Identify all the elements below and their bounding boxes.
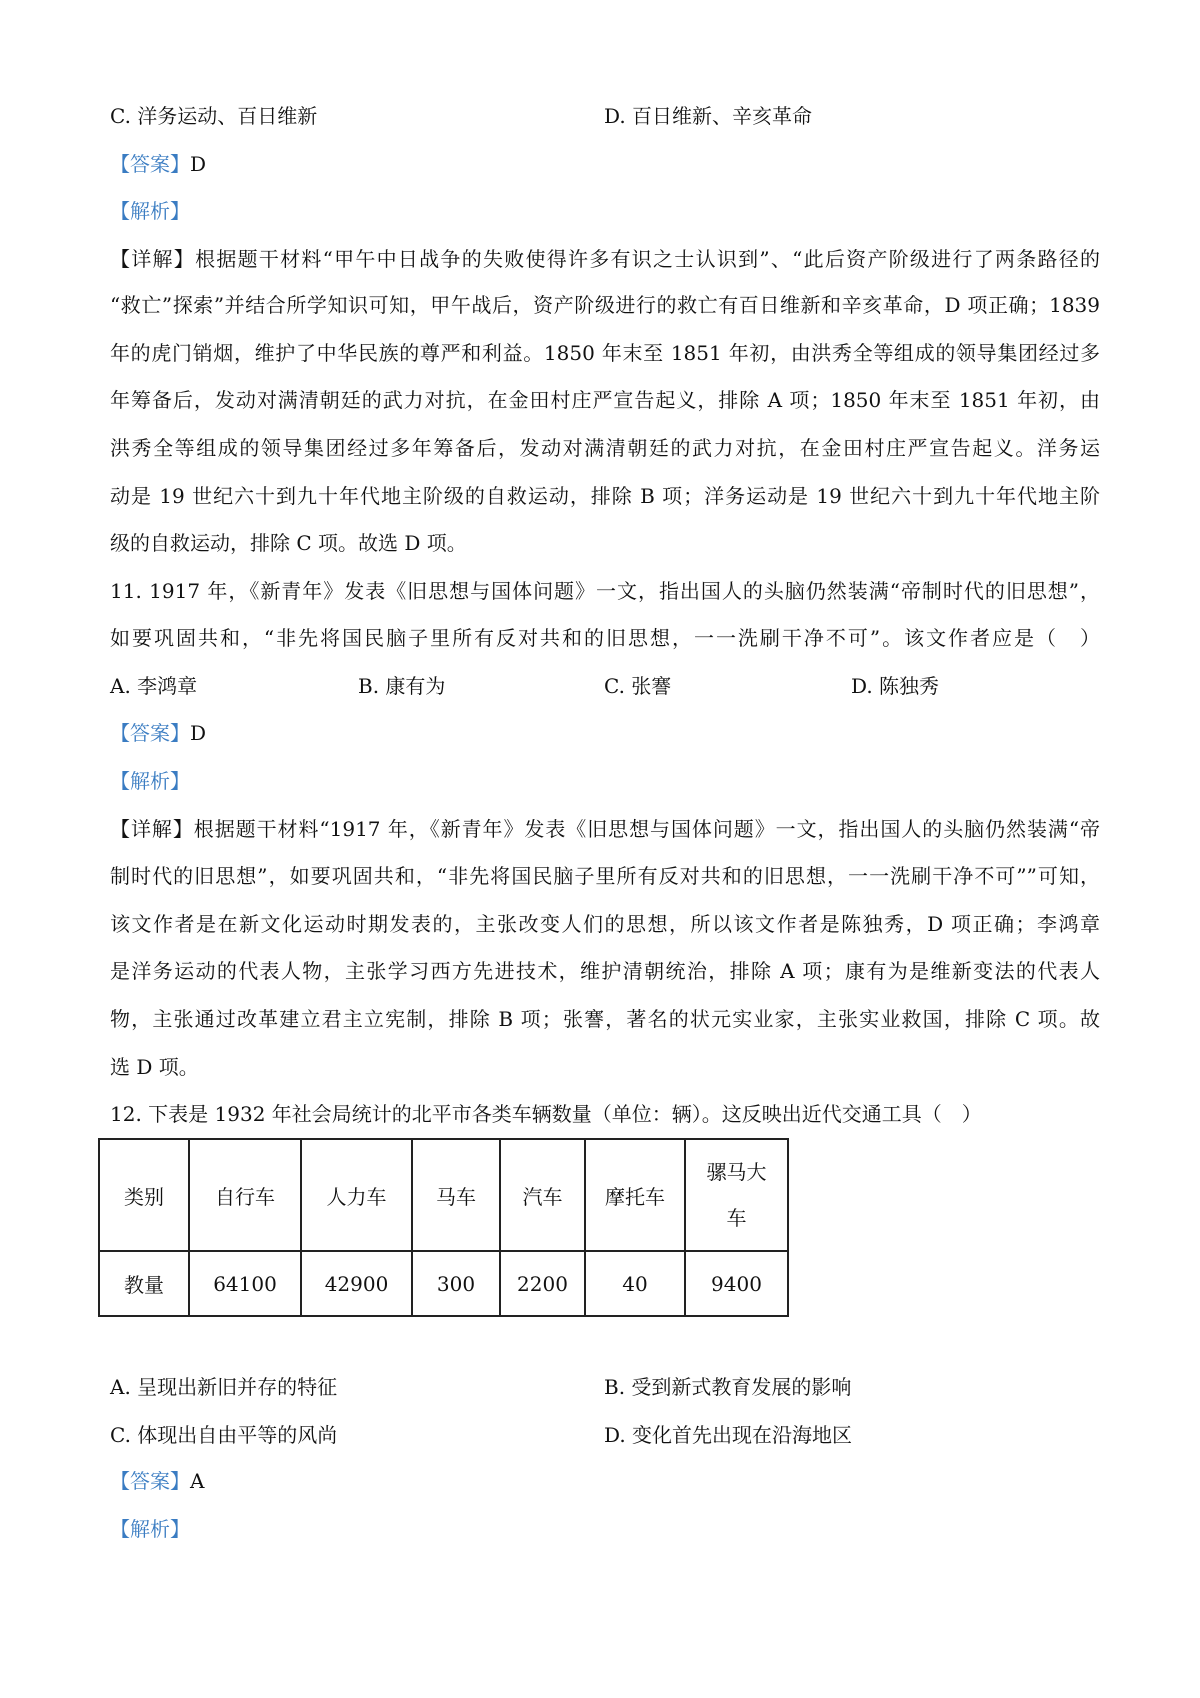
q11-option-b: B. 康有为 [358, 674, 446, 698]
table-cell: 人力车 [301, 1139, 412, 1251]
q11-option-c: C. 张謇 [604, 674, 672, 698]
table-cell: 类别 [99, 1139, 189, 1251]
q10-detail-line: 年筹备后，发动对满清朝廷的武力对抗，在金田村庄严宣告起义，排除 A 项；1850 年末至 1851 年初，由 [110, 388, 1100, 412]
table-cell: 300 [412, 1251, 500, 1316]
q12-analysis-label: 【解析】 [110, 1517, 190, 1541]
q11-detail-line: 制时代的旧思想”，如要巩固共和，“非先将国民脑子里所有反对共和的旧思想，一一洗刷干净不可””可知， [110, 864, 1100, 888]
q12-answer [110, 1466, 1100, 1496]
q11-stem-line: 11. 1917 年，《新青年》发表《旧思想与国体问题》一文，指出国人的头脑仍然装满“帝制时代的旧思想”， [110, 579, 1100, 603]
detail-text: 根据题干材料“甲午中日战争的失败使得许多有识之士认识到”、“此后资产阶级进行了两条路径的 [195, 247, 1101, 271]
q12-stem: 12. 下表是 1932 年社会局统计的北平市各类车辆数量（单位：辆）。这反映出近代交通工具（ ） [110, 1102, 982, 1126]
q10-analysis-label: 【解析】 [110, 199, 190, 223]
table-cell: 42900 [301, 1251, 412, 1316]
detail-text: 根据题干材料“1917 年，《新青年》发表《旧思想与国体问题》一文，指出国人的头脑仍然装满“帝 [193, 817, 1100, 841]
table-cell: 2200 [500, 1251, 585, 1316]
q11-option-d: D. 陈独秀 [851, 674, 940, 698]
answer-value: D [190, 152, 207, 176]
q11-detail-line: 是洋务运动的代表人物，主张学习西方先进技术，维护清朝统治，排除 A 项；康有为是维新变法的代表人 [110, 959, 1100, 983]
q10-detail-line: 洪秀全等组成的领导集团经过多年筹备后，发动对满清朝廷的武力对抗，在金田村庄严宣告起义。洋务运 [110, 436, 1100, 460]
q10-detail-line: 动是 19 世纪六十到九十年代地主阶级的自救运动，排除 B 项；洋务运动是 19 世纪六十到九十年代地主阶 [110, 484, 1100, 508]
table-cell: 教量 [99, 1251, 189, 1316]
q10-option-d: D. 百日维新、辛亥革命 [604, 104, 813, 128]
table-header-row [99, 1139, 788, 1251]
table-cell: 摩托车 [585, 1139, 685, 1251]
answer-value: D [190, 721, 207, 745]
q10-answer [110, 149, 1100, 179]
answer-value: A [190, 1469, 205, 1493]
q11-detail-line: 物，主张通过改革建立君主立宪制，排除 B 项；张謇，著名的状元实业家，主张实业救国，排除 C 项。故 [110, 1007, 1100, 1031]
q10-detail-line [110, 244, 1100, 274]
table-row [99, 1251, 788, 1316]
table-cell: 马车 [412, 1139, 500, 1251]
q10-detail-line: 级的自救运动，排除 C 项。故选 D 项。 [110, 531, 467, 555]
q12-option-b: B. 受到新式教育发展的影响 [604, 1375, 852, 1399]
table-cell: 汽车 [500, 1139, 585, 1251]
vehicle-table [98, 1138, 789, 1317]
q10-option-c: C. 洋务运动、百日维新 [110, 104, 318, 128]
q10-detail-line: “救亡”探索”并结合所学知识可知，甲午战后，资产阶级进行的救亡有百日维新和辛亥革命，D 项正确；1839 [110, 293, 1100, 317]
q11-analysis-label: 【解析】 [110, 769, 190, 793]
table-cell: 自行车 [189, 1139, 301, 1251]
q11-detail-line: 选 D 项。 [110, 1055, 199, 1079]
q12-option-d: D. 变化首先出现在沿海地区 [604, 1423, 853, 1447]
q12-option-c: C. 体现出自由平等的风尚 [110, 1423, 338, 1447]
q11-detail-line [110, 814, 1100, 844]
q11-stem-line: 如要巩固共和，“非先将国民脑子里所有反对共和的旧思想，一一洗刷干净不可”。该文作者应是（ ） [110, 626, 1100, 650]
q11-answer [110, 718, 1100, 748]
table-cell: 40 [585, 1251, 685, 1316]
answer-label: 【答案】 [110, 152, 190, 176]
table-cell [685, 1139, 788, 1251]
q11-detail-line: 该文作者是在新文化运动时期发表的，主张改变人们的思想，所以该文作者是陈独秀，D 项正确；李鸿章 [110, 912, 1100, 936]
table-cell-text: 骡马大车 [706, 1160, 767, 1230]
table-cell: 64100 [189, 1251, 301, 1316]
detail-label: 【详解】 [110, 247, 196, 271]
q10-detail-line: 年的虎门销烟，维护了中华民族的尊严和利益。1850 年末至 1851 年初，由洪秀全等组成的领导集团经过多 [110, 341, 1100, 365]
answer-label: 【答案】 [110, 721, 190, 745]
answer-label: 【答案】 [110, 1469, 190, 1493]
q11-option-a: A. 李鸿章 [110, 674, 198, 698]
q12-option-a: A. 呈现出新旧并存的特征 [110, 1375, 338, 1399]
detail-label: 【详解】 [110, 817, 194, 841]
table-cell: 9400 [685, 1251, 788, 1316]
